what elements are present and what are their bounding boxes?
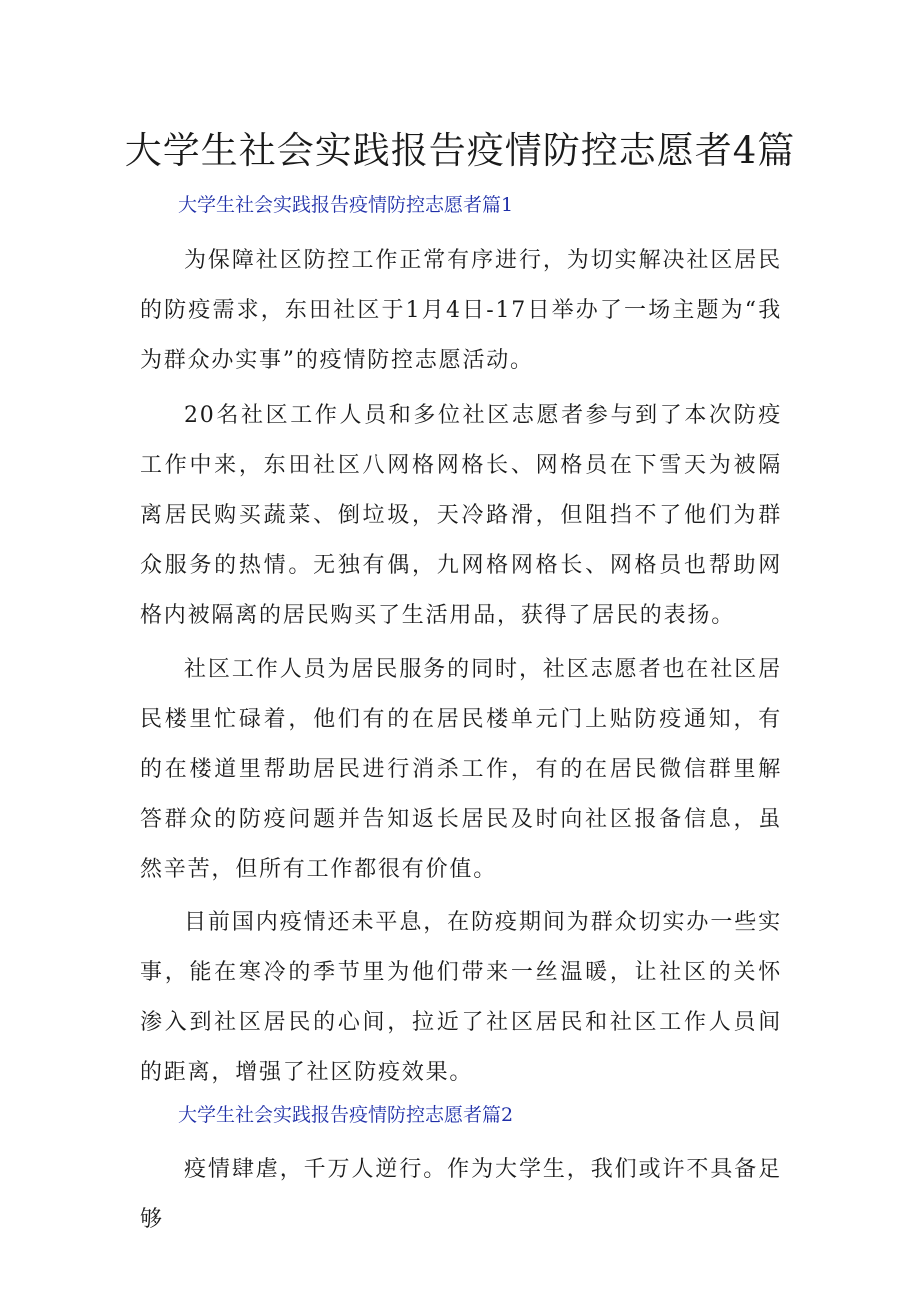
paragraph: 为保障社区防控工作正常有序进行，为切实解决社区居民的防疫需求，东田社区于1月4日-17日举办了一场主题为“我为群众办实事”的疫情防控志愿活动。 bbox=[140, 248, 782, 373]
document-title: 大学生社会实践报告疫情防控志愿者4篇 bbox=[124, 129, 796, 172]
paragraph: 社区工作人员为居民服务的同时，社区志愿者也在社区居民楼里忙碌着，他们有的在居民楼单元门上贴防疫通知，有的在楼道里帮助居民进行消杀工作，有的在居民微信群里解答群众的防疫问题并告知返长居民及时向社区报备信息，虽然辛苦，但所有工作都很有价值。 bbox=[140, 657, 782, 882]
paragraph: 疫情肆虐，千万人逆行。作为大学生，我们或许不具备足够 bbox=[140, 1157, 782, 1232]
paragraph: 目前国内疫情还未平息，在防疫期间为群众切实办一些实事，能在寒冷的季节里为他们带来一丝温暖，让社区的关怀渗入到社区居民的心间，拉近了社区居民和社区工作人员间的距离，增强了社区防疫效果。 bbox=[140, 910, 782, 1085]
section-heading-2: 大学生社会实践报告疫情防控志愿者篇2 bbox=[178, 1104, 514, 1126]
paragraph: 20名社区工作人员和多位社区志愿者参与到了本次防疫工作中来，东田社区八网格网格长、网格员在下雪天为被隔离居民购买蔬菜、倒垃圾，天冷路滑，但阻挡不了他们为群众服务的热情。无独有偶，九网格网格长、网格员也帮助网格内被隔离的居民购买了生活用品，获得了居民的表扬。 bbox=[140, 403, 782, 628]
section-heading-1: 大学生社会实践报告疫情防控志愿者篇1 bbox=[178, 194, 514, 216]
